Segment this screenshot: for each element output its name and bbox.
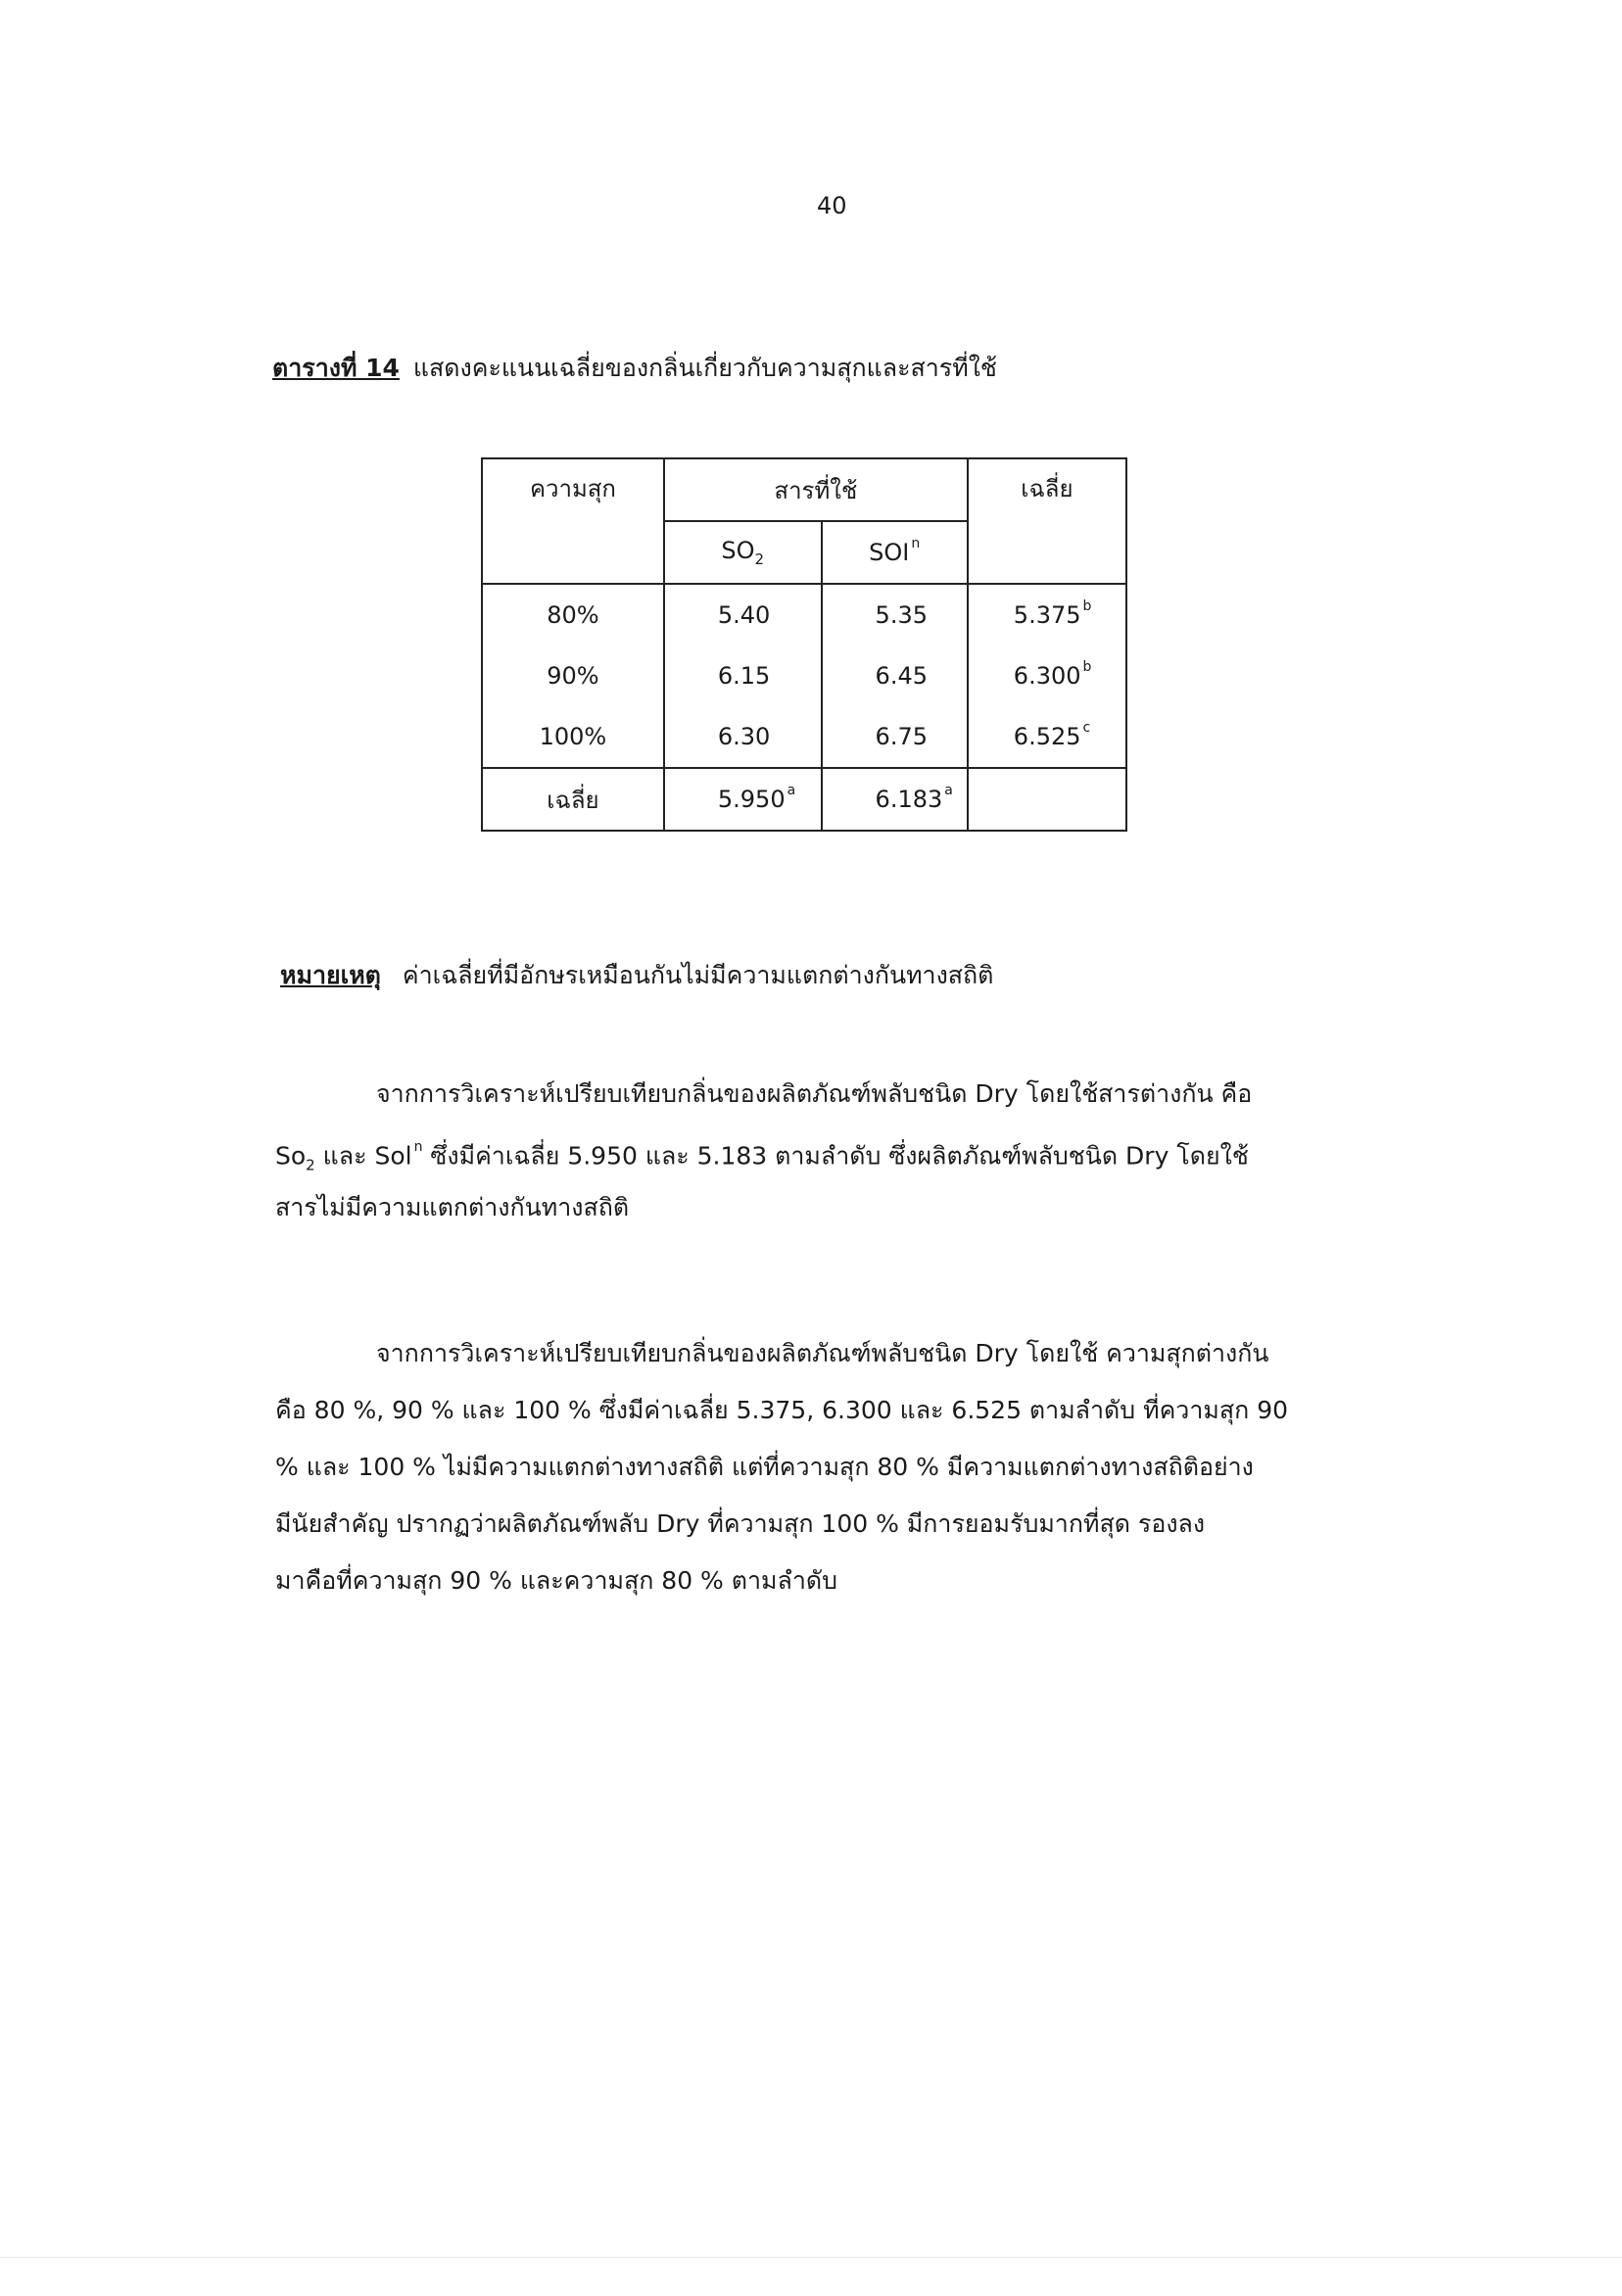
footer-so2-mark: a xyxy=(787,783,796,798)
scan-edge-divider xyxy=(0,2257,1622,2258)
footer-so2-mean-value: 5.950 xyxy=(717,786,786,813)
row-soi-value: 6.75 xyxy=(822,706,968,768)
note-text: ค่าเฉลี่ยที่มีอักษรเหมือนกันไม่มีความแตกต่างกันทางสถิติ xyxy=(402,961,994,989)
paragraph-2-line-1: จากการวิเคราะห์เปรียบเทียบกลิ่นของผลิตภัณฑ์พลับชนิด Dry โดยใช้ ความสุกต่างกัน xyxy=(376,1339,1269,1367)
row-mean xyxy=(968,706,1126,768)
row-mean-value: 5.375 xyxy=(1013,601,1081,629)
header-so2 xyxy=(664,521,822,584)
row-mean-mark: b xyxy=(1082,598,1092,614)
table-header-row xyxy=(482,458,1126,521)
row-so2-value: 6.30 xyxy=(664,706,822,768)
row-soi-value: 6.45 xyxy=(822,646,968,706)
footer-overall xyxy=(968,768,1126,831)
paragraph-1-so2-sub: 2 xyxy=(306,1156,315,1174)
results-table xyxy=(481,457,1127,832)
header-so2-base: SO xyxy=(721,537,755,565)
header-substance: สารที่ใช้ xyxy=(664,458,968,521)
row-mean xyxy=(968,646,1126,706)
header-soi-sup: n xyxy=(911,536,921,551)
paragraph-1-line-2 xyxy=(275,1123,1402,1179)
paragraph-1-so2-base: So xyxy=(275,1141,307,1171)
row-so2-value: 6.15 xyxy=(664,646,822,706)
row-soi-value: 5.35 xyxy=(822,584,968,646)
table-caption-text: แสดงคะแนนเฉลี่ยของกลิ่นเกี่ยวกับความสุกและสารที่ใช้ xyxy=(412,354,997,382)
row-so2-value: 5.40 xyxy=(664,584,822,646)
paragraph-2-line-4: มีนัยสำคัญ ปรากฏว่าผลิตภัณฑ์พลับ Dry ที่ความสุก 100 % มีการยอมรับมากที่สุด รองลง xyxy=(275,1509,1206,1538)
table-note xyxy=(280,956,993,995)
note-label: หมายเหตุ xyxy=(280,961,381,989)
header-ripeness: ความสุก xyxy=(482,458,664,584)
paragraph-2 xyxy=(275,1325,1402,1609)
table-row xyxy=(482,646,1126,706)
row-mean-value: 6.525 xyxy=(1013,723,1081,750)
row-mean-mark: c xyxy=(1082,720,1091,736)
row-mean-mark: b xyxy=(1082,659,1092,675)
footer-soi-mark: a xyxy=(944,783,953,798)
paragraph-2-line-3: % และ 100 % ไม่มีความแตกต่างทางสถิติ แต่ที่ความสุก 80 % มีความแตกต่างทางสถิติอย่าง xyxy=(275,1453,1254,1481)
paragraph-1-sol-text: และ Sol xyxy=(314,1141,412,1171)
page-number: 40 xyxy=(817,192,847,219)
row-ripeness: 90% xyxy=(482,646,664,706)
table-footer-row xyxy=(482,768,1126,831)
table-caption-label: ตารางที่ 14 xyxy=(272,354,400,382)
row-ripeness: 80% xyxy=(482,584,664,646)
row-ripeness: 100% xyxy=(482,706,664,768)
header-mean: เฉลี่ย xyxy=(968,458,1126,584)
row-mean xyxy=(968,584,1126,646)
table-caption xyxy=(272,349,997,388)
footer-soi-mean xyxy=(822,768,968,831)
paragraph-1-line-3: สารไม่มีความแตกต่างกันทางสถิติ xyxy=(275,1193,630,1221)
paragraph-1-sol-sup: n xyxy=(413,1139,423,1155)
paragraph-1-line-2-rest: ซึ่งมีค่าเฉลี่ย 5.950 และ 5.183 ตามลำดับ ซึ่งผลิตภัณฑ์พลับชนิด Dry โดยใช้ xyxy=(422,1141,1249,1171)
table-row xyxy=(482,584,1126,646)
row-mean-value: 6.300 xyxy=(1013,662,1081,690)
paragraph-1-line-1: จากการวิเคราะห์เปรียบเทียบกลิ่นของผลิตภัณฑ์พลับชนิด Dry โดยใช้สารต่างกัน คือ xyxy=(376,1079,1253,1108)
footer-soi-mean-value: 6.183 xyxy=(875,786,943,813)
table-row xyxy=(482,706,1126,768)
header-soi xyxy=(822,521,968,584)
header-soi-base: SOI xyxy=(869,539,910,566)
footer-so2-mean xyxy=(664,768,822,831)
footer-label: เฉลี่ย xyxy=(482,768,664,831)
paragraph-2-line-5: มาคือที่ความสุก 90 % และความสุก 80 % ตามลำดับ xyxy=(275,1566,837,1595)
header-so2-sub: 2 xyxy=(754,550,765,568)
paragraph-2-line-2: คือ 80 %, 90 % และ 100 % ซึ่งมีค่าเฉลี่ย 5.375, 6.300 และ 6.525 ตามลำดับ ที่ความสุก 90 xyxy=(275,1396,1289,1424)
paragraph-1 xyxy=(275,1066,1402,1236)
